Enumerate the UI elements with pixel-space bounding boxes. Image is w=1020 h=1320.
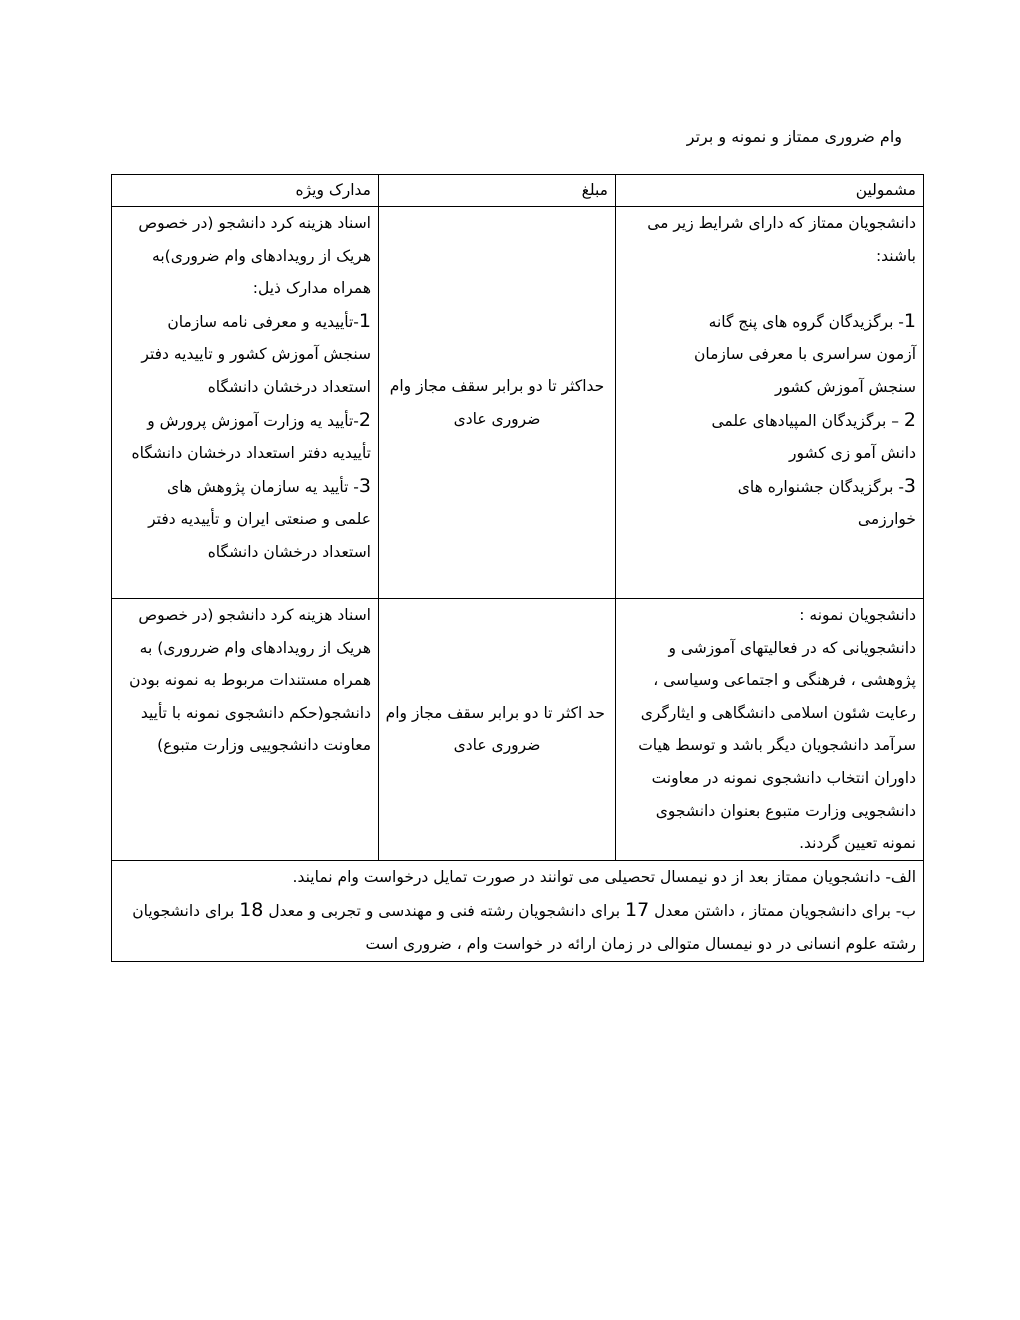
- text-line: نمونه تعیین گردند.: [799, 834, 916, 853]
- header-documents: مدارک ویژه: [112, 175, 379, 207]
- item-number: 1: [903, 309, 916, 332]
- text-line: ضروری عادی: [453, 736, 541, 755]
- text-line: دانشجویان نمونه :: [799, 606, 916, 624]
- text-line: [622, 305, 916, 339]
- row-excellent-students: [112, 207, 924, 599]
- text-line: سرآمد دانشجویان دیگر باشد و توسط هیات: [638, 736, 916, 755]
- gpa-value: 18: [239, 898, 264, 921]
- notes-cell: [112, 860, 924, 961]
- text-line: همراه مستندات مربوط به نمونه بودن: [129, 671, 371, 690]
- header-amount: مبلغ: [379, 175, 616, 207]
- text-line: دانشجو(حکم دانشجوی نمونه با تأیید: [140, 703, 371, 722]
- text-line: اسناد هزینه کرد دانشجو (در خصوص: [138, 214, 371, 232]
- text-line: تأییدیه دفتر استعداد درخشان دانشگاه: [131, 444, 371, 463]
- text-line: [118, 305, 371, 339]
- item-number: 2: [358, 408, 371, 431]
- note-line: الف- دانشجویان ممتاز بعد از دو نیمسال تحصیلی می توانند در صورت تمایل درخواست وام نمایند.: [292, 867, 916, 886]
- item-text: - برگزیدگان گروه های پنج گانه: [708, 312, 904, 331]
- text-line: [118, 470, 371, 504]
- text-line: معاونت دانشجوییی وزارت متبوع): [157, 736, 371, 755]
- text-line: رعایت شئون اسلامی دانشگاهی و ایثارگری: [640, 703, 916, 722]
- note-line: [118, 894, 916, 928]
- text-line: استعداد درخشان دانشگاه: [207, 377, 371, 396]
- text-line: دانش آمو زی کشور: [789, 444, 916, 463]
- text-line: آزمون سراسری با معرفی سازمان: [693, 345, 916, 364]
- text-line: استعداد درخشان دانشگاه: [207, 542, 371, 561]
- note-text: ب- برای دانشجویان ممتاز ، داشتن معدل: [649, 901, 916, 920]
- text-line: دانشجویانی که در فعالیتهای آموزشی و: [668, 638, 916, 657]
- item-number: 3: [903, 474, 916, 497]
- item-number: 3: [358, 474, 371, 497]
- document-title: وام ضروری ممتاز و نمونه و برتر: [686, 127, 902, 146]
- header-eligible: مشمولین: [616, 175, 924, 207]
- text-line: هریک از رویدادهای وام ضروری)به: [152, 246, 371, 265]
- row-model-students: [112, 599, 924, 861]
- text-line: داوران انتخاب دانشجوی نمونه در معاونت: [651, 768, 916, 787]
- text-line: [622, 470, 916, 504]
- note-line: رشته علوم انسانی در دو نیمسال متوالی در زمان ارائه در خواست وام ، ضروری است: [365, 934, 916, 953]
- cell-documents: [112, 599, 379, 861]
- text-line: حداکثر تا دو برابر سقف مجاز وام: [389, 376, 605, 395]
- text-line: پژوهشی ، فرهنگی و اجتماعی وسیاسی ،: [653, 671, 916, 690]
- item-number: 2: [903, 408, 916, 431]
- text-line: حد اکثر تا دو برابر سقف مجاز وام: [385, 703, 605, 722]
- text-line: دانشجویان ممتاز که دارای شرایط زیر می: [647, 214, 916, 232]
- loan-table: [111, 174, 924, 962]
- gpa-value: 17: [625, 898, 650, 921]
- header-row: [112, 175, 924, 207]
- text-line: دانشجویی وزارت متبوع بعنوان دانشجوی: [655, 801, 916, 820]
- text-line: هریک از رویدادهای وام ضرروری) به: [139, 638, 371, 657]
- text-line: سنجش آموزش کشور و تاییدیه دفتر: [141, 345, 371, 364]
- note-text: برای دانشجویان: [132, 901, 240, 920]
- notes-row: [112, 860, 924, 961]
- note-text: برای دانشجویان رشته فنی و مهندسی و تجربی و معدل: [263, 901, 626, 920]
- cell-documents: [112, 207, 379, 599]
- item-text: -تأییدیه و معرفی نامه سازمان: [167, 312, 359, 331]
- text-line: همراه مدارک ذیل:: [252, 279, 371, 298]
- text-line: اسناد هزینه کرد دانشجو (در خصوص: [138, 606, 371, 624]
- text-line: ضروری عادی: [453, 409, 541, 428]
- cell-eligible: [616, 599, 924, 861]
- text-line: علمی و صنعتی ایران و تأییدیه دفتر: [148, 510, 371, 529]
- blank-line: [622, 272, 916, 305]
- cell-amount: [379, 599, 616, 861]
- text-line: [622, 404, 916, 438]
- item-text: - تأیید یه سازمان پژوهش های: [166, 477, 359, 496]
- item-text: -تأیید یه وزارت آموزش پرورش و: [147, 411, 359, 430]
- item-text: - برگزیدگان جشنواره های: [737, 477, 904, 496]
- cell-amount: [379, 207, 616, 599]
- text-line: [118, 404, 371, 438]
- item-number: 1: [358, 309, 371, 332]
- text-line: باشند:: [875, 246, 916, 265]
- item-text: – برگزیدگان المپیادهای علمی: [711, 411, 904, 430]
- cell-eligible: [616, 207, 924, 599]
- text-line: خوارزمی: [857, 510, 916, 529]
- text-line: سنجش آموزش کشور: [774, 377, 916, 396]
